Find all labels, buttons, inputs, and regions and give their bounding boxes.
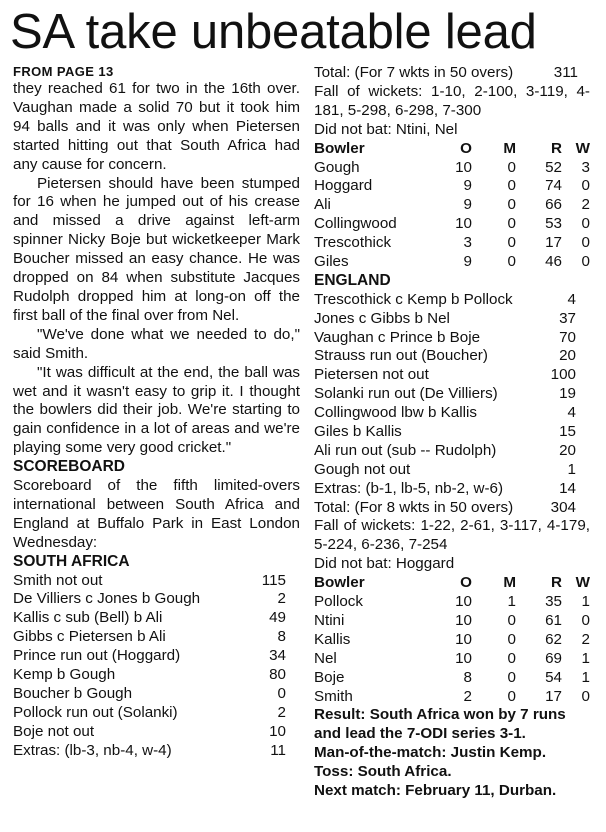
eng-batting-list [314,291,590,499]
runs: 0 [277,684,286,702]
bowling-figure: 52 [545,158,562,176]
bowling-figure: 2 [581,196,590,214]
team-heading-south-africa: SOUTH AFRICA [13,552,130,570]
eng-fall-of-wickets: Fall of wickets: 1-22, 2-61, 3-117, 4-179, 5-224, 6-236, 7-254 [314,517,590,554]
bowling-figure: 9 [463,252,472,270]
headline: SA take unbeatable lead [10,5,537,59]
runs: 100 [550,366,576,384]
bowling-header-cell: Bowler [314,139,365,157]
bowling-figure: 0 [581,687,590,705]
bowling-figure: 61 [545,611,562,629]
runs: 10 [269,722,286,740]
next-match: Next match: February 11, Durban. [314,782,557,800]
bowling-figure: 10 [455,611,472,629]
batsman: Ali run out (sub -- Rudolph) [314,441,497,459]
runs: 4 [567,404,576,422]
bowling-row [314,650,590,669]
bowler-name: Trescothick [314,234,392,252]
article-quote: "We've done what we needed to do," said Smith. [13,325,300,362]
bowler-name: Gough [314,158,360,176]
bowling-figure: 0 [507,177,516,195]
bowling-figure: 1 [581,593,590,611]
batsman: Extras: (b-1, lb-5, nb-2, w-6) [314,479,504,497]
bowling-figure: 46 [545,252,562,270]
bowling-figure: 0 [581,611,590,629]
bowling-figure: 0 [507,158,516,176]
batsman: Kemp b Gough [13,666,116,684]
runs: 20 [559,347,576,365]
bowling-row [314,215,590,234]
runs: 14 [559,479,576,497]
bowling-row [314,688,590,707]
batting-row [314,347,590,366]
batsman: Extras: (lb-3, nb-4, w-4) [13,741,172,759]
bowling-row [314,631,590,650]
bowling-figure: 10 [455,215,472,233]
batsman: Gibbs c Pietersen b Ali [13,628,166,646]
batsman: Strauss run out (Boucher) [314,347,488,365]
batsman: Prince run out (Hoggard) [13,647,181,665]
batting-row [13,742,300,761]
bowling-figure: 17 [545,234,562,252]
total-runs: 304 [550,498,576,516]
bowling-figure: 0 [581,252,590,270]
batting-row [314,404,590,423]
bowling-figure: 10 [455,649,472,667]
runs: 37 [559,309,576,327]
batting-row [13,590,300,609]
bowling-header [314,140,590,159]
runs: 115 [261,571,286,589]
bowler-name: Giles [314,252,349,270]
bowling-figure: 0 [507,252,516,270]
bowling-figure: 1 [581,668,590,686]
runs: 19 [559,385,576,403]
bowling-figure: 0 [507,649,516,667]
bowling-figure: 8 [463,668,472,686]
sa-batting-list [13,572,300,761]
bowling-figure: 9 [463,177,472,195]
bowling-figure: 74 [545,177,562,195]
total-label: Total: (For 7 wkts in 50 overs) [314,64,514,81]
bowling-row [314,177,590,196]
bowling-figure: 9 [463,196,472,214]
batting-row [314,480,590,499]
bowling-figure: 35 [545,593,562,611]
batsman: Boje not out [13,722,95,740]
bowling-figure: 17 [545,687,562,705]
left-column [13,64,300,760]
batting-row [13,723,300,742]
runs: 2 [277,590,286,608]
bowling-figure: 10 [455,158,472,176]
bowling-figure: 0 [507,196,516,214]
bowling-row [314,196,590,215]
bowling-figure: 0 [507,630,516,648]
bowling-figure: 10 [455,630,472,648]
batting-row [13,647,300,666]
jump-line: FROM PAGE 13 [13,64,114,79]
bowling-figure: 3 [581,158,590,176]
bowler-name: Nel [314,649,337,667]
sa-total [314,64,590,83]
batsman: Pollock run out (Solanki) [13,703,178,721]
bowler-name: Collingwood [314,215,397,233]
bowler-name: Ali [314,196,331,214]
batsman: Kallis c sub (Bell) b Ali [13,609,163,627]
bowling-row [314,669,590,688]
runs: 1 [567,460,576,478]
bowler-name: Kallis [314,630,351,648]
batting-row [314,291,590,310]
bowling-row [314,234,590,253]
bowling-header [314,574,590,593]
team-heading-england: ENGLAND [314,271,391,289]
batsman: Collingwood lbw b Kallis [314,404,477,422]
runs: 20 [559,441,576,459]
runs: 34 [269,647,286,665]
bowling-row [314,159,590,178]
runs: 49 [269,609,286,627]
batsman: Solanki run out (De Villiers) [314,385,498,403]
runs: 2 [277,703,286,721]
runs: 4 [567,290,576,308]
bowling-figure: 62 [545,630,562,648]
man-of-the-match: Man-of-the-match: Justin Kemp. [314,744,547,762]
bowling-figure: 0 [507,611,516,629]
batsman: Gough not out [314,460,411,478]
batsman: Vaughan c Prince b Boje [314,328,481,346]
scoreboard-intro: Scoreboard of the fifth limited-overs international between South Africa and England at Buffalo Park in East London Wednesday: [13,477,300,551]
eng-total [314,499,590,518]
article-paragraph: Pietersen should have been stumped for 16 when he jumped out of his crease and missed a drive against left-arm spinner Nicky Boje but wicketkeeper Mark Boucher missed an easy chance. He was dropped on 84 when substitute Jacques Rudolph dropped him at long-on off the first ball of the final over from Nel. [13,174,300,324]
runs: 11 [270,741,286,759]
batting-row [314,461,590,480]
bowling-figure: 66 [545,196,562,214]
batting-row [314,329,590,348]
batsman: Smith not out [13,571,103,589]
batting-row [314,366,590,385]
bowling-figure: 0 [581,177,590,195]
bowling-figure: 0 [507,668,516,686]
sa-fall-of-wickets: Fall of wickets: 1-10, 2-100, 3-119, 4-181, 5-298, 6-298, 7-300 [314,82,590,119]
bowling-figure: 1 [507,593,516,611]
batting-row [13,666,300,685]
runs: 8 [277,628,286,646]
bowler-name: Hoggard [314,177,373,195]
total-runs: 311 [553,64,578,81]
runs: 70 [559,328,576,346]
article-quote: "It was difficult at the end, the ball was wet and it wasn't easy to grip it. I thought the bowlers did their job. We're starting to gain confidence in a lot of areas and we're playing some very good cricket." [13,363,300,457]
batting-row [314,423,590,442]
bowling-header-cell: O [460,139,472,157]
total-label: Total: (For 8 wkts in 50 overs) [314,498,514,516]
bowling-header-cell: W [575,574,590,592]
batting-row [13,572,300,591]
bowling-header-cell: O [460,574,472,592]
batting-row [13,628,300,647]
bowler-name: Boje [314,668,345,686]
bowling-row [314,253,590,272]
sa-bowling-table [314,140,590,272]
runs: 80 [269,666,286,684]
batsman: Trescothick c Kemp b Pollock [314,290,513,308]
batsman: Jones c Gibbs b Nel [314,309,450,327]
right-column [314,64,590,801]
bowling-figure: 0 [507,215,516,233]
bowling-figure: 10 [455,593,472,611]
bowling-figure: 3 [463,234,472,252]
bowling-figure: 2 [463,687,472,705]
bowling-figure: 0 [581,234,590,252]
bowling-figure: 53 [545,215,562,233]
batsman: De Villiers c Jones b Gough [13,590,201,608]
match-result: Result: South Africa won by 7 runs and lead the 7-ODI series 3-1. [314,706,566,743]
batting-row [13,704,300,723]
eng-bowling-table [314,574,590,706]
batting-row [314,385,590,404]
sa-did-not-bat: Did not bat: Ntini, Nel [314,120,458,138]
scoreboard-heading: SCOREBOARD [13,458,125,476]
bowler-name: Ntini [314,611,345,629]
bowling-figure: 0 [507,234,516,252]
bowler-name: Pollock [314,593,363,611]
bowling-header-cell: Bowler [314,574,365,592]
bowling-figure: 0 [581,215,590,233]
article-paragraph: they reached 61 for two in the 16th over. Vaughan made a solid 70 but it took him 94 balls and it was only when Pietersen started hitting out that South Africa had any cause for concern. [13,80,300,173]
bowling-row [314,612,590,631]
toss: Toss: South Africa. [314,763,452,781]
runs: 15 [559,422,576,440]
bowling-header-cell: M [503,139,516,157]
bowler-name: Smith [314,687,353,705]
batting-row [314,310,590,329]
bowling-figure: 0 [507,687,516,705]
bowling-header-cell: R [551,574,562,592]
batting-row [13,685,300,704]
bowling-figure: 69 [545,649,562,667]
batting-row [314,442,590,461]
bowling-header-cell: M [503,574,516,592]
eng-did-not-bat: Did not bat: Hoggard [314,555,455,573]
batting-row [13,609,300,628]
bowling-figure: 54 [545,668,562,686]
bowling-figure: 1 [581,649,590,667]
batsman: Giles b Kallis [314,422,402,440]
bowling-header-cell: W [575,139,590,157]
batsman: Pietersen not out [314,366,429,384]
bowling-figure: 2 [581,630,590,648]
bowling-row [314,593,590,612]
batsman: Boucher b Gough [13,684,133,702]
bowling-header-cell: R [551,139,562,157]
